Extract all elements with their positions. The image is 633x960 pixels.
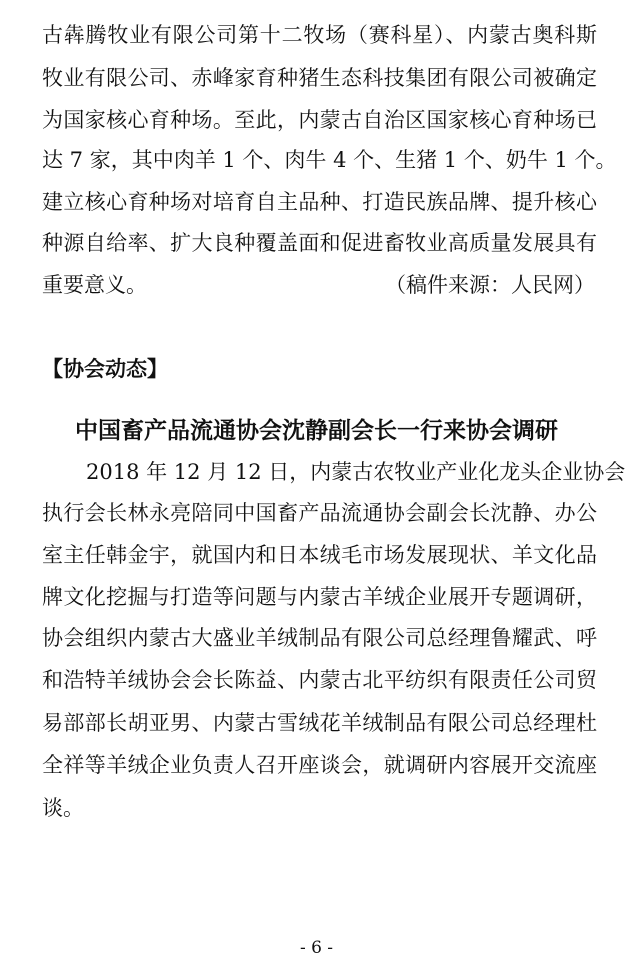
text-line: 种源自给率、扩大良种覆盖面和促进畜牧业高质量发展具有	[42, 231, 597, 255]
text-line: 牌文化挖掘与打造等问题与内蒙古羊绒企业展开专题调研，	[42, 585, 597, 609]
text-line: 古犇腾牧业有限公司第十二牧场（赛科星）、内蒙古奥科斯	[42, 23, 597, 47]
text-line: 协会组织内蒙古大盛业羊绒制品有限公司总经理鲁耀武、呼	[42, 626, 597, 650]
text-line: 2018 年 12 月 12 日，内蒙古农牧业产业化龙头企业协会	[86, 460, 626, 484]
text-line: 室主任韩金宇，就国内和日本绒毛市场发展现状、羊文化品	[42, 543, 597, 567]
text-line: 和浩特羊绒协会会长陈益、内蒙古北平纺织有限责任公司贸	[42, 668, 597, 692]
text-line: 建立核心育种场对培育自主品种、打造民族品牌、提升核心	[42, 190, 597, 214]
article-title: 中国畜产品流通协会沈静副会长一行来协会调研	[75, 417, 558, 444]
text-line: 为国家核心育种场。至此，内蒙古自治区国家核心育种场已	[42, 108, 597, 132]
text-line: 牧业有限公司、赤峰家育种猪生态科技集团有限公司被确定	[42, 66, 597, 90]
text-line: 全祥等羊绒企业负责人召开座谈会，就调研内容展开交流座	[42, 753, 597, 777]
text-line: 谈。	[42, 796, 84, 820]
text-line: 易部部长胡亚男、内蒙古雪绒花羊绒制品有限公司总经理杜	[42, 711, 597, 735]
text-line: 重要意义。	[42, 273, 147, 297]
page-number: - 6 -	[299, 938, 334, 958]
article-source: （稿件来源：人民网）	[385, 273, 595, 297]
text-line: 达 7 家，其中肉羊 1 个、肉牛 4 个、生猪 1 个、奶牛 1 个。	[42, 148, 617, 172]
section-heading: 【协会动态】	[42, 357, 168, 381]
text-line: 执行会长林永亮陪同中国畜产品流通协会副会长沈静、办公	[42, 501, 597, 525]
